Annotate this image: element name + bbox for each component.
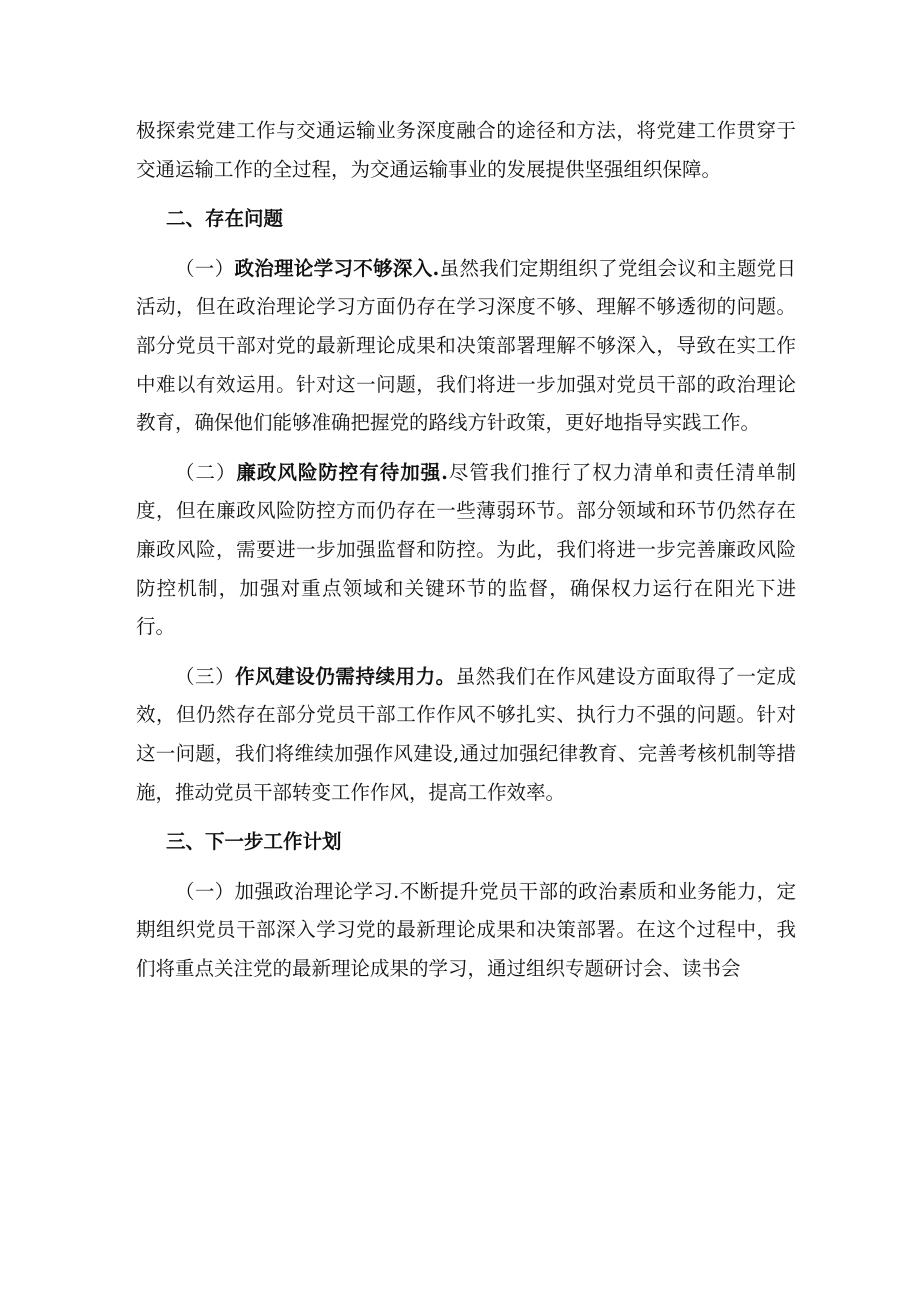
problem-item-2-prefix: （二） (175, 460, 237, 484)
problem-item-1-title: 政治理论学习不够深入. (234, 256, 440, 280)
problem-item-2 (136, 454, 796, 647)
document-body (136, 112, 796, 988)
problem-item-3-body: 虽然我们在作风建设方面取得了一定成效，但仍然存在部分党员干部工作作风不够扎实、执行力不强的问题。针对这一问题，我们将维续加强作风建设,通过加强纪律教育、完善考核机制等措施，推动党员干部转变工作作风，提高工作效率。 (136, 664, 796, 804)
problem-item-1-body: 虽然我们定期组织了党组会议和主题党日活动，但在政治理论学习方面仍存在学习深度不够、理解不够透彻的问题。部分党员干部对党的最新理论成果和决策部署理解不够深入，导致在实工作中难以有效运用。针对这一问题，我们将进一步加强对党员干部的政治理论教育，确保他们能够准确把握党的路线方针政策，更好地指导实践工作。 (136, 256, 796, 435)
section-heading-next-plan: 三、下一步工作计划 (166, 830, 342, 854)
section-heading-problems: 二、存在问题 (166, 207, 284, 231)
plan-item-1-body: 不断提升党员干部的政治素质和业务能力，定期组织党员干部深入学习党的最新理论成果和决策部署。在这个过程中，我们将重点关注党的最新理论成果的学习，通过组织专题研讨会、读书会 (136, 879, 796, 980)
plan-item-1-title: 加强政治理论学习. (234, 879, 400, 903)
problem-item-2-body: 尽管我们推行了权力清单和责任清单制度，但在廉政风险防控方而仍存在一些薄弱环节。部分领域和环节仍然存在廉政风险，需要进一步加强监督和防控。为此，我们将进一步完善廉政风险防控机制，加强对重点领域和关键环节的监督，确保权力运行在阳光下进行。 (136, 460, 796, 639)
intro-continuation: 极探索党建工作与交通运输业务深度融合的途径和方法，将党建工作贯穿于交通运输工作的全过程，为交通运输事业的发展提供坚强组织保障。 (136, 119, 796, 181)
problem-item-2-title: 廉政风险防控有待加强. (236, 460, 448, 484)
problem-item-1 (136, 250, 796, 443)
problem-item-1-prefix: （一） (175, 256, 235, 280)
problem-item-3-title: 作风建设仍需持续用力。 (235, 664, 456, 688)
problem-item-3 (136, 658, 796, 812)
problem-item-3-prefix: （三） (175, 664, 236, 688)
plan-item-1 (136, 873, 796, 989)
plan-item-1-prefix: （一） (175, 879, 235, 903)
